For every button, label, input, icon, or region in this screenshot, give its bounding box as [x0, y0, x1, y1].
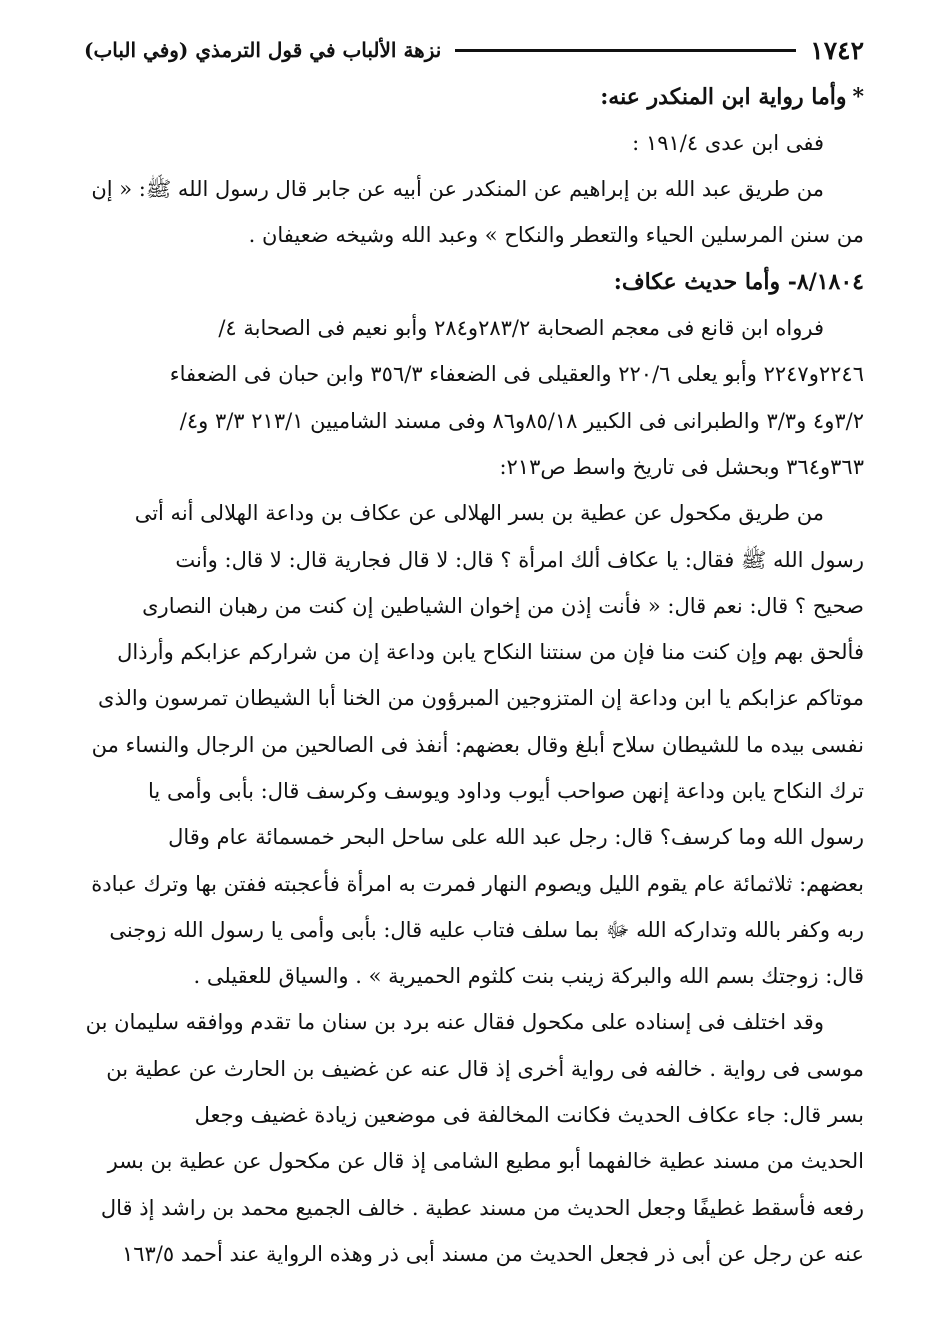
page-number: ١٧٤٢ — [810, 35, 864, 65]
text-line: من طريق عبد الله بن إبراهيم عن المنكدر عن أبيه عن جابر قال رسول الله ﷺ: « إن — [91, 177, 824, 202]
text-line: فألحق بهم وإن كنت منا فإن من سنتنا النكاح يابن وداعة إن من شراركم عزابكم وأرذال — [117, 640, 864, 665]
section-heading-akkaf: ٨/١٨٠٤- وأما حديث عكاف: — [613, 269, 864, 296]
text-line: رفعه فأسقط غطيفًا وجعل الحديث من مسند عطية . خالف الجميع محمد بن راشد إذ قال — [100, 1195, 864, 1220]
text-line: ٢٢٤٦و٢٢٤٧ وأبو يعلى ٢٢٠/٦ والعقيلى فى الضعفاء ٣٥٦/٣ وابن حبان فى الضعفاء — [169, 362, 864, 387]
text-line: وقد اختلف فى إسناده على مكحول فقال عنه برد بن سنان ما تقدم ووافقه سليمان بن — [85, 1010, 824, 1035]
page-header — [84, 30, 864, 70]
text-line: ٣/٢و٤ و٣/٣ والطبرانى فى الكبير ٨٥/١٨و٨٦ وفى مسند الشاميين ٢١٣/١ ٣/٣ و٤/ — [179, 408, 864, 433]
body-text — [84, 74, 864, 1278]
section-heading-ibn-munkadir — [84, 74, 864, 120]
text-line: قال: زوجتك بسم الله والبركة زينب بنت كلثوم الحميرية » . والسياق للعقيلى . — [193, 964, 864, 989]
text-line: ٣٦٣و٣٦٤ وبحشل فى تاريخ واسط ص٢١٣: — [499, 454, 864, 479]
text-line: بعضهم: ثلاثمائة عام يقوم الليل ويصوم النهار فمرت به امرأة فأعجبته ففتن بها وترك عبادة — [91, 871, 864, 896]
text-line: ترك النكاح يابن وداعة إنهن صواحب أيوب وداود ويوسف وكرسف قال: بأبى وأمى يا — [148, 779, 864, 803]
text-line: ففى ابن عدى ١٩١/٤ : — [632, 130, 824, 155]
text-line: نفسى بيده ما للشيطان سلاح أبلغ وقال بعضهم: أنفذ فى الصالحين من الرجال والنساء من — [91, 732, 864, 757]
text-line: رسول الله ﷺ فقال: يا عكاف ألك امرأة ؟ قال: لا قال فجارية قال: لا قال: وأنت — [175, 547, 864, 572]
text-line: صحيح ؟ قال: نعم قال: « فأنت إذن من إخوان الشياطين إن كنت من رهبان النصارى — [142, 593, 864, 618]
text-line: موتاكم عزابكم يا ابن وداعة إن المتزوجين المبرؤون من الخنا أبا الشيطان تمرسون والذى — [98, 686, 864, 711]
text-line: موسى فى رواية . خالفه فى رواية أخرى إذ قال عنه عن غضيف بن الحارث عن عطية بن — [106, 1056, 864, 1081]
text-line: ربه وكفر بالله وتداركه الله ﷻ بما سلف فتاب عليه قال: بأبى وأمى يا رسول الله زوجنى — [109, 917, 864, 942]
text-line: عنه عن رجل عن أبى ذر فجعل الحديث من مسند أبى ذر وهذه الرواية عند أحمد ١٦٣/٥ — [121, 1241, 864, 1266]
text-line: بسر قال: جاء عكاف الحديث فكانت المخالفة فى موضعين زيادة غضيف وجعل — [194, 1103, 864, 1128]
text-line: فرواه ابن قانع فى معجم الصحابة ٢٨٣/٢و٢٨٤ وأبو نعيم فى الصحابة ٤/ — [218, 316, 824, 341]
text-line: من سنن المرسلين الحياء والتعطر والنكاح » وعبد الله وشيخه ضعيفان . — [248, 223, 864, 248]
running-title: نزهة الألباب في قول الترمذي (وفي الباب) — [84, 38, 442, 62]
header-rule — [455, 49, 796, 52]
text-line: رسول الله وما كرسف؟ قال: رجل عبد الله على ساحل البحر خمسمائة عام وقال — [168, 825, 864, 850]
text-line: من طريق مكحول عن عطية بن بسر الهلالى عن عكاف بن وداعة الهلالى أنه أتى — [134, 501, 824, 526]
heading-text: وأما رواية ابن المنكدر عنه: — [600, 83, 847, 110]
asterisk-mark: * — [852, 83, 864, 110]
text-line: الحديث من مسند عطية خالفهما أبو مطيع الشامى إذ قال عن مكحول عن عطية بن بسر — [107, 1149, 864, 1174]
